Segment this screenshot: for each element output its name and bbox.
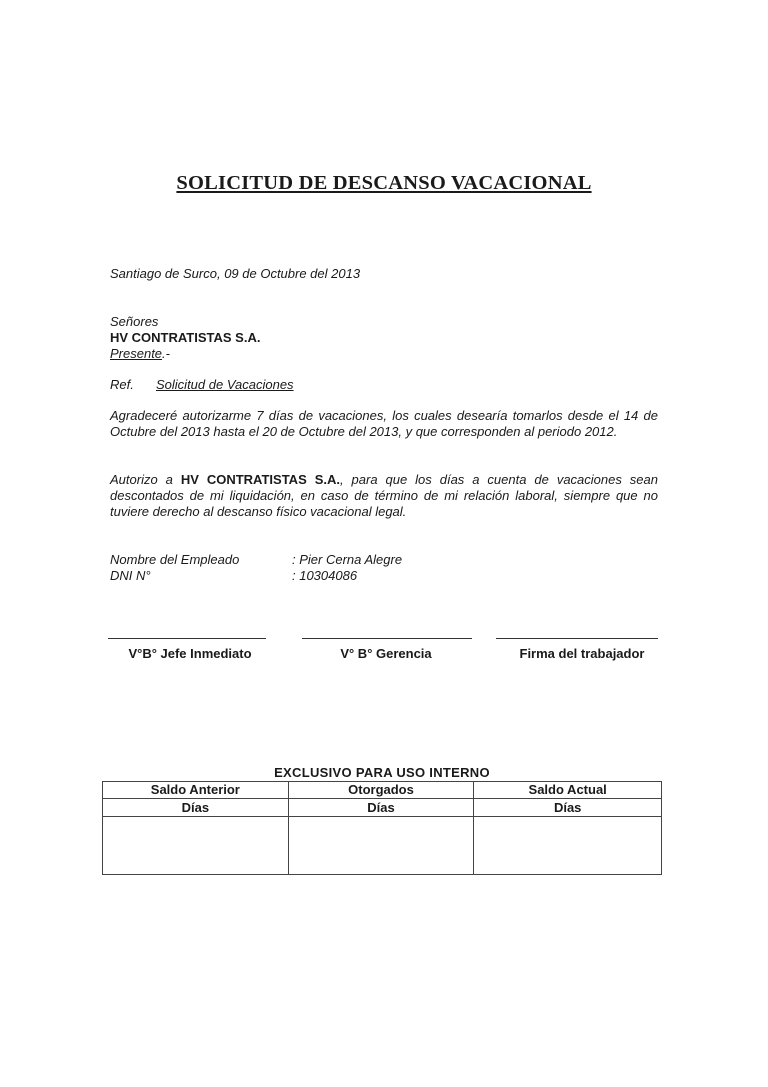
signature-line-employee <box>496 638 658 639</box>
col-otorgados: Otorgados <box>288 782 474 799</box>
col-saldo-actual: Saldo Actual <box>474 782 662 799</box>
subheader-dias: Días <box>474 799 662 817</box>
presente-suffix: .- <box>162 346 170 361</box>
document-title: SOLICITUD DE DESCANSO VACACIONAL <box>176 172 592 194</box>
employee-name-value: : Pier Cerna Alegre <box>292 552 403 567</box>
employee-dni-label: DNI N° <box>110 568 151 583</box>
recipient-company: HV CONTRATISTAS S.A. <box>110 330 261 345</box>
signature-label-supervisor: V°B° Jefe Inmediato <box>128 646 252 661</box>
authorization-prefix: Autorizo a <box>110 472 181 487</box>
signature-label-employee: Firma del trabajador <box>519 646 645 661</box>
entry-cell-otorgados <box>288 817 474 875</box>
presente-word: Presente <box>110 346 163 361</box>
signature-label-management: V° B° Gerencia <box>340 646 432 661</box>
internal-use-title: EXCLUSIVO PARA USO INTERNO <box>274 765 490 780</box>
signature-line-management <box>302 638 472 639</box>
reference-label: Ref. <box>110 377 134 392</box>
employee-dni-value: : 10304086 <box>292 568 358 583</box>
authorization-company: HV CONTRATISTAS S.A. <box>180 472 340 487</box>
greeting: Señores <box>110 314 159 329</box>
employee-name-label: Nombre del Empleado <box>110 552 240 567</box>
table-header-row <box>103 782 662 799</box>
place-date: Santiago de Surco, 09 de Octubre del 2013 <box>110 266 361 281</box>
reference-value: Solicitud de Vacaciones <box>156 377 294 392</box>
request-paragraph: Agradeceré autorizarme 7 días de vacaciones, los cuales desearía tomarlos desde el 14 de Octubre del 2013 hasta el 20 de Octubre del 2013, y que corresponden al periodo 2012. <box>110 408 658 439</box>
table-entry-row <box>103 817 662 875</box>
signature-line-supervisor <box>108 638 266 639</box>
table-subheader-row <box>103 799 662 817</box>
internal-use-table <box>102 781 662 875</box>
presente-line <box>110 346 170 361</box>
authorization-paragraph <box>110 472 658 520</box>
entry-cell-saldo-anterior <box>103 817 289 875</box>
authorization-rest: , para que los días a cuenta de vacaciones sean descontados de mi liquidación, en caso de término de mi relación laboral, siempre que no tuviere derecho al descanso físico vacacional legal. <box>110 472 659 519</box>
subheader-dias: Días <box>103 799 289 817</box>
col-saldo-anterior: Saldo Anterior <box>103 782 289 799</box>
entry-cell-saldo-actual <box>474 817 662 875</box>
subheader-dias: Días <box>288 799 474 817</box>
